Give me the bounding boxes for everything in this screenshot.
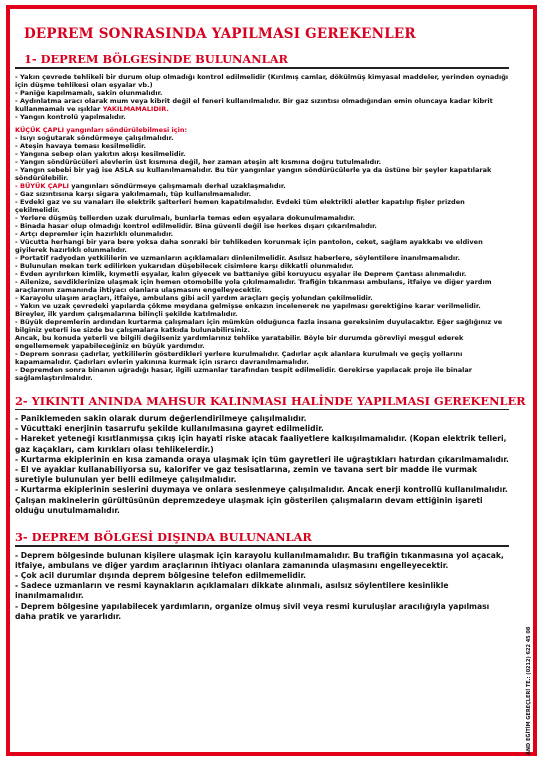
s2-item-1: - Vücuttaki enerjinin tasarrufu şekilde kullanılmasına gayret edilmelidir.: [15, 424, 324, 434]
s3-item-3: - Deprem bölgesine yapılabilecek yardımların, organize olmuş sivil veya resmi kuruluşlar aracılığıyla yapılması daha pratik ve yararlıdır.: [15, 601, 490, 621]
s1-big-fire: [15, 182, 509, 190]
s1-fire-1: - Ateşin havaya teması kesilmelidir.: [15, 141, 146, 150]
s2-item-6: Çalışan makinelerin gürültüsünün depremzedeye ulaşmak için gösterilen çalışmaların devam ettiğinin işareti olduğu unutulmamalıdır.: [15, 495, 483, 515]
section1-heading: 1- DEPREM BÖLGESİNDE BULUNANLAR: [24, 52, 288, 66]
s1-intro-0: - Yakın çevrede tehlikeli bir durum olup olmadığı kontrol edilmelidir (Kırılmış camlar, dökülmüş kimyasal maddeler, yerinden oynadığı için düşme tehlikesi olan eşyalar vb.): [15, 72, 509, 89]
section2-heading: 2- YIKINTI ANINDA MAHSUR KALINMASI HALİNDE YAPILMASI GEREKENLER: [15, 393, 526, 408]
s1-intro-2-text: - Aydınlatma aracı olarak mum veya kibrit değil el feneri kullanılmalıdır. Bir gaz sızıntısı olmadığından emin oluncaya kadar kibrit kullanmamalı ve ışıklar: [15, 96, 493, 113]
section2-body: [15, 414, 509, 516]
section3-heading: 3- DEPREM BÖLGESİ DIŞINDA BULUNANLAR: [15, 530, 312, 545]
page-title: DEPREM SONRASINDA YAPILMASI GEREKENLER: [24, 26, 416, 42]
s1-rest-6: - Portatif radyodan yetkililerin ve uzmanların açıklamaları dinlenilmelidir. Asılsız haberlere, söylentilere inanılmamalıdır.: [15, 253, 460, 262]
s1-rest-11: - Yakın ve uzak çevredeki yapılarda çökme meydana gelmişse enkazın incelenerek ne yapılması gerektiğine karar verilmelidir. Bireyler, ilk yardım çalışmalarına bilinçli şekilde katılmalıdır.: [15, 301, 481, 318]
section1-rule: [15, 67, 509, 69]
s1-intro-2: [15, 97, 509, 113]
small-fire-heading: KÜÇÜK ÇAPLI yangınları söndürülebilmesi için:: [15, 125, 188, 134]
s3-item-0: - Deprem bölgesinde bulunan kişilere ulaşmak için karayolu kullanılmamalıdır. Bu trafiğin tıkanmasına yol açacak, itfaiye, ambulans ve diğer yardım araçlarının ihtiyacı olanlara zamanında ulaşmasını engelleyecektir.: [15, 550, 504, 570]
s1-rest-9: - Ailenize, sevdiklerinize ulaşmak için hemen otomobille yola çıkılmamalıdır. Trafiğin tıkanması ambulans, itfaiye ve diğer yardım araçlarının zamanında ihtiyacı olanlara ulaşmasını engelleyecektir.: [15, 277, 492, 294]
s1-rest-15: - Depremden sonra binanın uğradığı hasar, ilgili uzmanlar tarafından tespit edilmelidir. Gerekirse yapılacak proje ile binalar sağlamlaştırılmalıdır.: [15, 365, 473, 382]
big-fire-text: yangınları söndürmeye çalışmamalı derhal uzaklaşmalıdır.: [69, 181, 286, 190]
s1-rest-10: - Karayolu ulaşım araçları, itfaiye, ambulans gibi acil yardım araçları geçiş yolundan çekilmelidir.: [15, 293, 373, 302]
s1-rest-8: - Evden ayrılırken kimlik, kıymetli eşyalar, kalın giyecek ve battaniye gibi koruyucu eşyalar ile Deprem Çantası alınmalıdır.: [15, 269, 467, 278]
section3-body: [15, 551, 509, 622]
s1-fire-4: - Yangın sebebi bir yağ ise ASLA su kullanılmamalıdır. Bu tür yangınlar yangın söndürücülerle ya da üstüne bir şeyler kapatılarak söndürülebilir.: [15, 165, 492, 182]
section3-rule: [15, 545, 509, 547]
s1-rest-4: - Artçı depremler için hazırlıklı olunmalıdır.: [15, 229, 174, 238]
s2-item-5: - Kurtarma ekiplerinin seslerini duymaya ve onlara seslenmeye çalışılmalıdır. Ancak enerji kontrollü kullanılmalıdır.: [15, 485, 508, 495]
s1-rest-12: - Büyük depremlerin ardından kurtarma çalışmaları için mümkün olduğunca fazla insana gereksinim duyulacaktır. Eğer sağlığınız ve bilginiz yeterli ise sizde bu çalışmalara katkıda bulunabilirsiniz.: [15, 317, 503, 334]
s1-intro-4: - Yangın kontrolü yapılmalıdır.: [15, 112, 126, 121]
s1-rest-1: - Evdeki gaz ve su vanaları ile elektrik şalterleri hemen kapatılmalıdır. Evdeki tüm elektrikli aletler kapatılıp fişler prizden çekilmelidir.: [15, 197, 465, 214]
s1-fire-0: - Isıyı soğutarak söndürmeye çalışılmalıdır.: [15, 133, 174, 142]
s1-rest-3: - Binada hasar olup olmadığı kontrol edilmelidir. Bina güvenli değil ise herkes dışarı çıkarılmalıdır.: [15, 221, 377, 230]
s3-item-2: - Sadece uzmanların ve resmi kaynakların açıklamaları dikkate alınmalı, asılsız söylentilere kesinlikle inanılmamalıdır.: [15, 581, 449, 601]
s3-item-1: - Çok acil durumlar dışında deprem bölgesine telefon edilmemelidir.: [15, 570, 306, 580]
s2-item-0: - Paniklemeden sakin olarak durum değerlendirilmeye çalışılmalıdır.: [15, 414, 307, 423]
s1-rest-13: Ancak, bu konuda yeterli ve bilgili değilseniz yardımlarınız tehlike yaratabilir. Böyle bir durumda görevliyi meşgul ederek engellememek yapabileceğiniz en büyük yardımdır.: [15, 333, 464, 350]
s1-rest-2: - Yerlere düşmüş tellerden uzak durulmalı, bunlarla temas eden eşyalara dokunulmamalıdır.: [15, 213, 356, 222]
s1-intro-3-emph: YAKILMAMALIDIR.: [102, 104, 169, 113]
s1-intro-1: - Paniğe kapılmamalı, sakin olunmalıdır.: [15, 88, 163, 97]
s2-item-2: - Hareket yeteneği kısıtlanmışsa çıkış için hayati riske atacak faaliyetlere kalkışılmamalıdır. (Kopan elektrik telleri, gaz kaçakları, cam kırıkları olası tehlikelerdir.): [15, 434, 507, 454]
s1-fire-2: - Yangına sebep olan yakıtın akışı kesilmelidir.: [15, 149, 186, 158]
poster-content: [15, 10, 526, 622]
s2-item-4: - El ve ayaklar kullanabiliyorsa su, kalorifer ve gaz tesisatlarına, zemin ve tavana sert bir madde ile vurmak suretiyle bulunulan yer belli edilmeye çalışılmalıdır.: [15, 465, 478, 485]
section1-body: [15, 73, 509, 382]
s1-rest-14: - Deprem sonrası çadırlar, yetkililerin gösterdikleri yerlere kurulmalıdır. Çadırlar açık alanlara kurulmalı ve geçiş yollarını kapamamalıdır. Çadırları evlerin yakınına kurmak için ısrarcı davranılmamalıdır.: [15, 349, 463, 366]
s1-rest-5: - Vücutta herhangi bir yara bere yoksa daha sonraki bir tehlikeden korunmak için pantolon, ceket, sağlam ayakkabı ve eldiven giyilerek hazırlıklı olunmalıdır.: [15, 237, 483, 254]
s1-fire-3: - Yangın söndürücüleri alevlerin üst kısmına değil, her zaman ateşin alt kısmına doğru tutulmalıdır.: [15, 157, 382, 166]
s2-item-3: - Kurtarma ekiplerinin en kısa zamanda oraya ulaşmak için tüm gayretleri ile uğraştıkları hatırdan çıkarılmamalıdır.: [15, 454, 509, 464]
section2-rule: [15, 409, 509, 411]
s1-rest-0: - Gaz sızıntısına karşı sigara yakılmamalı, tüp kullanılmamalıdır.: [15, 189, 251, 198]
big-fire-label: - BÜYÜK ÇAPLI: [15, 181, 69, 190]
s1-rest-7: - Bulunulan mekan terk edilirken yukarıdan düşebilecek cisimlere karşı dikkatli olunmalıdır.: [15, 261, 354, 270]
publisher-side-note: AND EĞİTİM GEREÇLERİ TE.: (0212) 622 45 08: [526, 626, 532, 755]
